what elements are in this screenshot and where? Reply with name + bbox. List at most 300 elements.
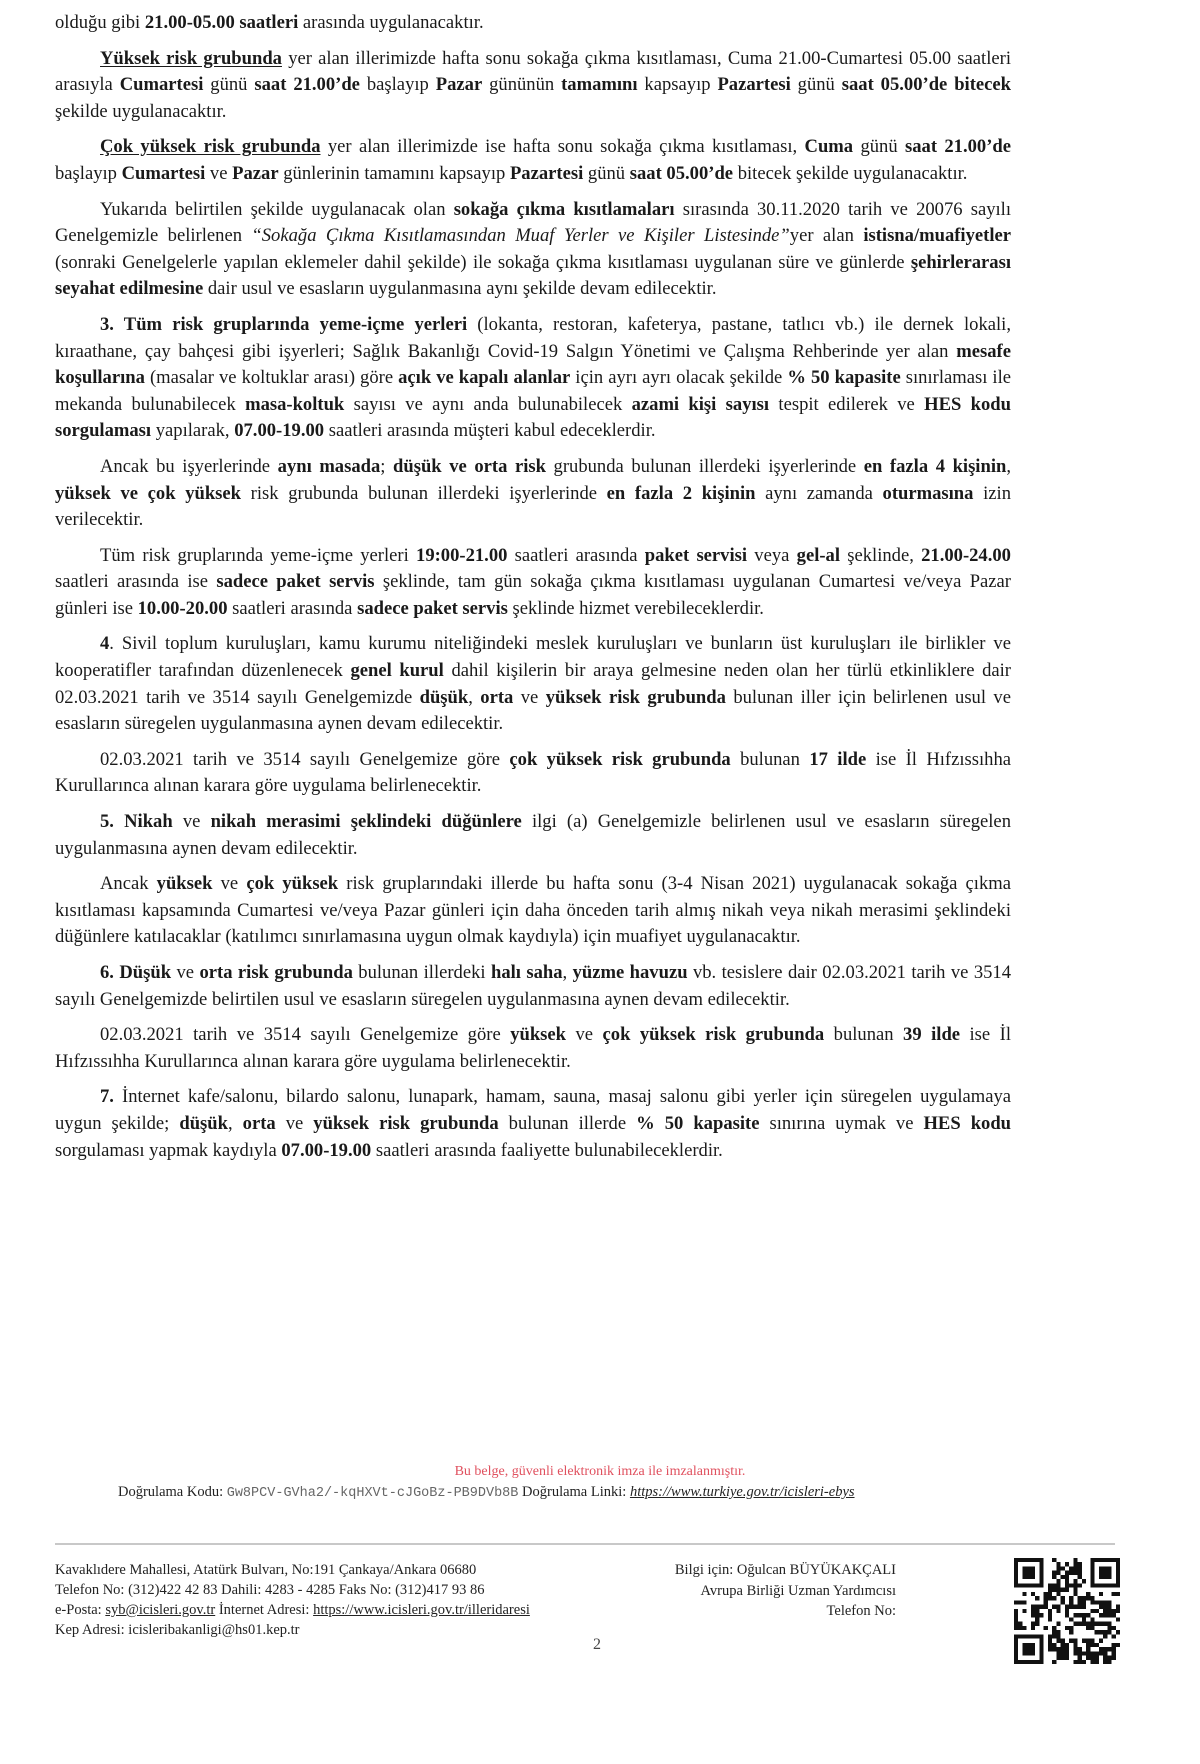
qr-module — [1069, 1630, 1073, 1634]
qr-module — [1095, 1656, 1099, 1660]
paragraph — [55, 454, 1011, 534]
qr-module — [1107, 1660, 1111, 1664]
text-run: (sonraki Genelgelerle yapılan eklemeler dahil şekilde) ile sokağa çıkma kısıtlaması uygulanan süre ve günlerde — [55, 251, 911, 273]
text-run: şeklinde, — [840, 544, 922, 566]
qr-module — [1086, 1643, 1090, 1647]
text-run: Ancak bu işyerlerinde — [100, 455, 278, 477]
footer-contact-line — [55, 1600, 530, 1620]
verification-link[interactable]: https://www.turkiye.gov.tr/icisleri-ebys — [629, 1484, 855, 1500]
text-run: (masalar ve koltuklar arası) göre — [144, 367, 399, 389]
bold-text: sadece paket servis — [357, 597, 508, 619]
text-run: başlayıp — [359, 74, 436, 96]
qr-module — [1107, 1613, 1111, 1617]
qr-module — [1090, 1622, 1094, 1626]
bold-text: Yüksek risk grubunda — [100, 47, 282, 69]
qr-module — [1103, 1656, 1107, 1660]
qr-module — [1031, 1626, 1035, 1630]
bold-text: azami kişi sayısı — [631, 393, 770, 415]
qr-module — [1086, 1622, 1090, 1626]
qr-module — [1082, 1651, 1086, 1655]
bold-text: yüzme havuzu — [572, 962, 688, 983]
paragraph — [55, 631, 1011, 737]
footer-address-block — [55, 1560, 530, 1640]
qr-module — [1061, 1566, 1065, 1570]
qr-module — [1090, 1626, 1094, 1630]
bold-text: yüksek — [510, 1024, 567, 1046]
text-run: , — [227, 1112, 243, 1134]
bold-text: 10.00-20.00 — [137, 597, 228, 619]
qr-module — [1073, 1566, 1077, 1570]
qr-module — [1107, 1622, 1111, 1626]
qr-module — [1095, 1651, 1099, 1655]
text-run: ise İl Hıfzıssıhha Kurullarınca alınan karara göre uygulama belirlenecektir. — [55, 1024, 1012, 1072]
text-run: sırasında 30.11.2020 tarih ve 20076 sayılı Genelgemizle belirlenen — [55, 198, 1011, 247]
qr-module — [1099, 1613, 1103, 1617]
qr-module — [1065, 1562, 1069, 1566]
qr-module — [1078, 1660, 1082, 1664]
qr-module — [1082, 1605, 1086, 1609]
bold-text: 21.00-24.00 — [921, 544, 1011, 566]
qr-module — [1044, 1596, 1048, 1600]
qr-module — [1056, 1566, 1060, 1570]
qr-module — [1073, 1588, 1077, 1592]
paragraph — [55, 312, 1011, 445]
bold-text: düşük — [179, 1112, 228, 1134]
bold-text: Pazar — [435, 74, 483, 96]
bold-text: saat 21.00’de — [905, 136, 1011, 158]
qr-module — [1044, 1605, 1048, 1609]
text-run: ve — [205, 162, 233, 184]
bold-text: çok yüksek risk grubunda — [602, 1024, 825, 1046]
bold-text: sadece paket servis — [216, 571, 375, 593]
qr-module — [1107, 1605, 1111, 1609]
qr-module — [1078, 1656, 1082, 1660]
bold-text: düşük ve orta risk — [393, 455, 546, 477]
qr-module — [1031, 1605, 1035, 1609]
qr-module — [1065, 1571, 1069, 1575]
qr-module — [1035, 1617, 1039, 1621]
text-run: veya — [747, 544, 797, 566]
qr-module — [1065, 1613, 1069, 1617]
qr-module — [1061, 1600, 1065, 1604]
qr-module — [1078, 1605, 1082, 1609]
paragraph — [55, 960, 1011, 1013]
text-run: aynı zamanda — [755, 482, 883, 504]
qr-module — [1048, 1634, 1052, 1638]
text-run: saatleri arasında müşteri kabul edeceklerdir. — [324, 420, 656, 442]
qr-module — [1099, 1600, 1103, 1604]
qr-module — [1073, 1639, 1077, 1643]
text-run: , — [562, 962, 573, 983]
qr-module — [1095, 1630, 1099, 1634]
verification-line — [118, 1484, 855, 1501]
qr-module — [1112, 1626, 1116, 1630]
qr-module — [1056, 1579, 1060, 1583]
bold-text: HES kodu sorgulaması — [55, 393, 1011, 442]
qr-module — [1035, 1596, 1039, 1600]
bold-text: Pazartesi — [717, 74, 791, 96]
qr-module — [1069, 1566, 1073, 1570]
web-label: İnternet Adresi: — [218, 1602, 310, 1618]
text-run: bulunan — [730, 748, 810, 770]
qr-module — [1061, 1647, 1065, 1651]
qr-module — [1095, 1622, 1099, 1626]
qr-module — [1044, 1600, 1048, 1604]
qr-module — [1099, 1651, 1103, 1655]
qr-module — [1048, 1588, 1052, 1592]
text-run: saatleri arasında — [507, 544, 645, 566]
qr-module — [1014, 1617, 1018, 1621]
paragraph — [55, 1022, 1011, 1075]
text-run: izin verilecektir. — [55, 482, 1011, 531]
qr-module — [1052, 1626, 1056, 1630]
verification-code: Gw8PCV-GVha2/-kqHXVt-cJGoBz-PB9DVb8B — [226, 1486, 519, 1501]
bold-text: 21.00-05.00 saatleri — [144, 12, 299, 33]
qr-module — [1069, 1583, 1073, 1587]
paragraph — [55, 809, 1011, 862]
qr-module — [1112, 1651, 1116, 1655]
qr-module — [1103, 1605, 1107, 1609]
text-run: günü — [203, 74, 255, 96]
qr-module — [1082, 1596, 1086, 1600]
qr-module — [1056, 1651, 1060, 1655]
qr-module — [1090, 1609, 1094, 1613]
qr-module — [1061, 1596, 1065, 1600]
bold-text: saat 21.00’de — [254, 74, 360, 96]
qr-module — [1082, 1639, 1086, 1643]
bold-text: düşük — [419, 686, 469, 708]
qr-module — [1052, 1647, 1056, 1651]
info-phone: Telefon No: — [826, 1603, 896, 1619]
qr-module — [1014, 1600, 1018, 1604]
qr-module — [1116, 1643, 1120, 1647]
text-run: ve — [566, 1024, 603, 1046]
text-run: risk grubunda bulunan illerdeki işyerlerinde — [241, 482, 607, 504]
qr-module — [1056, 1656, 1060, 1660]
bold-text: halı saha — [490, 962, 563, 983]
text-run: bitecek şekilde uygulanacaktır. — [733, 162, 968, 184]
qr-module — [1044, 1592, 1048, 1596]
qr-code-icon — [1014, 1558, 1120, 1664]
qr-module — [1052, 1596, 1056, 1600]
qr-module — [1018, 1600, 1022, 1604]
bold-text: Cumartesi — [119, 74, 204, 96]
qr-module — [1018, 1622, 1022, 1626]
qr-module — [1065, 1651, 1069, 1655]
qr-module — [1103, 1647, 1107, 1651]
qr-module — [1065, 1643, 1069, 1647]
bold-text: saat 05.00’de bitecek — [841, 74, 1012, 96]
info-contact: Bilgi için: Oğulcan BÜYÜKAKÇALI — [674, 1562, 896, 1578]
qr-module — [1069, 1605, 1073, 1609]
bold-text: 6. Düşük — [100, 962, 172, 983]
qr-module — [1078, 1566, 1082, 1570]
qr-module — [1073, 1558, 1077, 1562]
qr-module — [1112, 1613, 1116, 1617]
text-run: Yukarıda belirtilen şekilde uygulanacak olan — [100, 198, 454, 220]
footer-kep: Kep Adresi: icisleribakanligi@hs01.kep.tr — [55, 1622, 300, 1638]
web-link[interactable]: https://www.icisleri.gov.tr/illeridaresi — [313, 1602, 530, 1618]
qr-module — [1031, 1592, 1035, 1596]
qr-module — [1056, 1609, 1060, 1613]
italic-text: “Sokağa Çıkma Kısıtlamasından Muaf Yerler ve Kişiler Listesinde” — [251, 225, 790, 247]
text-run: ve — [275, 1112, 314, 1134]
bold-text: istisna/muafiyetler — [863, 225, 1012, 247]
bold-text: orta — [242, 1112, 276, 1134]
paragraph — [55, 1084, 1011, 1164]
qr-module — [1014, 1626, 1018, 1630]
bold-text: 39 ilde — [903, 1024, 961, 1046]
bold-text: Pazar — [232, 162, 279, 184]
qr-module — [1103, 1660, 1107, 1664]
qr-module — [1014, 1609, 1018, 1613]
bold-text: 07.00-19.00 — [281, 1139, 372, 1161]
qr-module — [1073, 1592, 1077, 1596]
footer-address: Kavaklıdere Mahallesi, Atatürk Bulvarı, No:191 Çankaya/Ankara 06680 — [55, 1562, 477, 1578]
qr-module — [1095, 1600, 1099, 1604]
qr-module — [1086, 1596, 1090, 1600]
text-run: şeklinde hizmet verebileceklerdir. — [507, 597, 764, 619]
text-run: şekilde uygulanacaktır. — [55, 100, 227, 122]
qr-module — [1048, 1596, 1052, 1600]
text-run: ; — [380, 455, 394, 477]
bold-text: yüksek risk grubunda — [313, 1112, 499, 1134]
text-run: yer alan — [789, 225, 864, 247]
text-run: ve — [513, 686, 546, 708]
qr-module — [1073, 1583, 1077, 1587]
qr-module — [1061, 1588, 1065, 1592]
qr-module — [1073, 1605, 1077, 1609]
text-run: sayısı ve aynı anda bulunabilecek — [344, 393, 632, 415]
text-run: yer alan illerimizde hafta sonu sokağa çıkma kısıtlaması, Cuma 21.00-Cumartesi 05.00 saatleri arasıyla — [55, 47, 1011, 96]
text-run: saatleri arasında — [227, 597, 358, 619]
bold-text: 17 ilde — [809, 748, 867, 770]
qr-module — [1031, 1613, 1035, 1617]
qr-module — [1052, 1630, 1056, 1634]
qr-module — [1078, 1575, 1082, 1579]
qr-module — [1022, 1592, 1026, 1596]
text-run: İnternet kafe/salonu, bilardo salonu, lunapark, hamam, sauna, masaj salonu gibi yerler için süregelen uygulamaya uygun şekilde; — [55, 1086, 1011, 1134]
bold-text: Cuma — [804, 136, 854, 158]
qr-module — [1061, 1575, 1065, 1579]
qr-module — [1056, 1647, 1060, 1651]
qr-module — [1056, 1622, 1060, 1626]
text-run: yapılarak, — [151, 420, 235, 442]
qr-module — [1052, 1575, 1056, 1579]
qr-module — [1048, 1583, 1052, 1587]
e-signature-notice: Bu belge, güvenli elektronik imza ile imzalanmıştır. — [454, 1464, 746, 1479]
text-run: günü — [853, 136, 905, 158]
qr-module — [1048, 1592, 1052, 1596]
qr-module — [1086, 1647, 1090, 1651]
text-run: ve — [171, 962, 200, 983]
qr-module — [1056, 1630, 1060, 1634]
qr-module — [1056, 1639, 1060, 1643]
bold-text: çok yüksek risk grubunda — [509, 748, 731, 770]
qr-module — [1065, 1609, 1069, 1613]
text-run: bulunan illerdeki — [352, 962, 491, 983]
qr-module — [1065, 1575, 1069, 1579]
bold-text: Cumartesi — [121, 162, 206, 184]
qr-module — [1056, 1588, 1060, 1592]
bold-text: 5. Nikah — [100, 811, 173, 833]
qr-module — [1052, 1643, 1056, 1647]
bold-text: 7. — [100, 1086, 114, 1108]
qr-module — [1052, 1583, 1056, 1587]
qr-module — [1073, 1660, 1077, 1664]
bold-text: en fazla 2 kişinin — [606, 482, 756, 504]
qr-module — [1035, 1613, 1039, 1617]
qr-module — [1052, 1558, 1056, 1562]
qr-module — [1052, 1588, 1056, 1592]
text-run: bulunan illerde — [498, 1112, 637, 1134]
footer-phone: Telefon No: (312)422 42 83 Dahili: 4283 - 4285 Faks No: (312)417 93 86 — [55, 1582, 485, 1598]
bold-text: paket servisi — [644, 544, 748, 566]
qr-module — [1039, 1605, 1043, 1609]
text-run: bulunan iller için belirlenen usul ve esasların süregelen uygulanmasına aynen devam edilecektir. — [55, 686, 1011, 735]
qr-module — [1039, 1613, 1043, 1617]
qr-module — [1048, 1647, 1052, 1651]
qr-module — [1069, 1639, 1073, 1643]
qr-module — [1082, 1579, 1086, 1583]
qr-module — [1112, 1656, 1116, 1660]
qr-module — [1073, 1562, 1077, 1566]
qr-module — [1090, 1643, 1094, 1647]
qr-module — [1078, 1613, 1082, 1617]
text-run: Tüm risk gruplarında yeme-içme yerleri — [100, 544, 417, 566]
qr-module — [1035, 1622, 1039, 1626]
text-run: dair usul ve esasların uygulanmasına aynı şekilde devam edilecektir. — [203, 278, 717, 300]
qr-module — [1086, 1656, 1090, 1660]
bold-text: şehirlerarası seyahat edilmesine — [55, 251, 1011, 300]
qr-module — [1069, 1600, 1073, 1604]
text-run: sınırına uymak ve — [759, 1112, 924, 1134]
qr-module — [1065, 1656, 1069, 1660]
qr-module — [1065, 1583, 1069, 1587]
paragraph — [55, 871, 1011, 951]
qr-module — [1090, 1639, 1094, 1643]
qr-module — [1056, 1571, 1060, 1575]
text-run: günü — [790, 74, 842, 96]
qr-finder — [1022, 1643, 1035, 1656]
qr-module — [1056, 1583, 1060, 1587]
bold-text: aynı masada — [277, 455, 381, 477]
qr-module — [1116, 1605, 1120, 1609]
text-run: saatleri arasında faaliyette bulunabileceklerdir. — [371, 1139, 723, 1161]
bold-text: orta — [480, 686, 514, 708]
qr-module — [1082, 1622, 1086, 1626]
text-run: başlayıp — [55, 162, 122, 184]
qr-module — [1090, 1596, 1094, 1600]
qr-module — [1014, 1622, 1018, 1626]
qr-module — [1044, 1626, 1048, 1630]
bold-text: nikah merasimi şeklindeki düğünlere — [210, 811, 522, 833]
text-run: tespit edilerek ve — [769, 393, 925, 415]
bold-text: yüksek ve çok yüksek — [55, 482, 242, 504]
qr-module — [1078, 1600, 1082, 1604]
text-run: günlerinin tamamını kapsayıp — [278, 162, 510, 184]
qr-module — [1090, 1656, 1094, 1660]
bold-text: saat 05.00’de — [629, 162, 734, 184]
qr-module — [1056, 1592, 1060, 1596]
qr-module — [1078, 1596, 1082, 1600]
qr-module — [1048, 1613, 1052, 1617]
qr-module — [1103, 1651, 1107, 1655]
qr-module — [1090, 1660, 1094, 1664]
text-run: Ancak — [100, 873, 157, 895]
text-run: ve — [172, 811, 211, 833]
qr-module — [1103, 1609, 1107, 1613]
qr-module — [1052, 1634, 1056, 1638]
qr-module — [1069, 1626, 1073, 1630]
bold-text: genel kurul — [350, 660, 444, 682]
qr-module — [1065, 1647, 1069, 1651]
qr-module — [1048, 1643, 1052, 1647]
qr-module — [1052, 1660, 1056, 1664]
text-run: dahil kişilerin bir araya gelmesine neden olan her türlü etkinliklere dair 02.03.2021 tarih ve 3514 sayılı Genelgemizde — [55, 660, 1011, 708]
qr-module — [1056, 1562, 1060, 1566]
qr-module — [1099, 1592, 1103, 1596]
qr-module — [1103, 1600, 1107, 1604]
qr-module — [1078, 1583, 1082, 1587]
qr-module — [1090, 1617, 1094, 1621]
text-run: için ayrı ayrı olacak şekilde — [570, 367, 788, 389]
qr-module — [1052, 1605, 1056, 1609]
qr-module — [1073, 1647, 1077, 1651]
paragraph — [55, 46, 1011, 126]
qr-module — [1048, 1609, 1052, 1613]
qr-module — [1103, 1622, 1107, 1626]
bold-text: yüksek risk grubunda — [545, 686, 726, 708]
qr-module — [1086, 1626, 1090, 1630]
bold-text: tamamını — [561, 74, 638, 96]
bold-text: gel-al — [796, 544, 841, 566]
text-run: (lokanta, restoran, kafeterya, pastane, tatlıcı vb.) ile dernek lokali, kıraathane, çay bahçesi gibi işyerleri; Sağlık Bakanlığı Covid-19 Salgın Yönetimi ve Çalışma Rehberinde yer alan — [55, 313, 1011, 362]
email-label: e-Posta: — [55, 1602, 102, 1618]
bold-text: sokağa çıkma kısıtlamaları — [453, 198, 675, 220]
text-run: bulunan — [824, 1024, 904, 1046]
bold-text: 07.00-19.00 — [234, 420, 325, 442]
qr-module — [1073, 1622, 1077, 1626]
text-run: arasında uygulanacaktır. — [298, 12, 484, 33]
qr-module — [1112, 1592, 1116, 1596]
email-link[interactable]: syb@icisleri.gov.tr — [105, 1602, 216, 1618]
qr-module — [1078, 1571, 1082, 1575]
qr-module — [1107, 1647, 1111, 1651]
paragraph — [55, 134, 1011, 187]
bold-text: % 50 kapasite — [636, 1112, 760, 1134]
qr-module — [1099, 1605, 1103, 1609]
qr-module — [1014, 1613, 1018, 1617]
qr-module — [1099, 1630, 1103, 1634]
qr-module — [1065, 1588, 1069, 1592]
qr-module — [1056, 1634, 1060, 1638]
qr-module — [1099, 1622, 1103, 1626]
text-run: risk gruplarındaki illerde bu hafta sonu (3-4 Nisan 2021) uygulanacak sokağa çıkma kısıtlaması kapsamında Cumartesi ve/veya Pazar günleri için daha önceden tarih almış nikah veya nikah merasimi şeklindeki düğünlere katılacaklar (katılımcı sınırlamasına uygun olmak kaydıyla) için muafiyet uygulanacaktır. — [55, 873, 1011, 948]
text-run: ilgi (a) Genelgemizle belirlenen usul ve esasların süregelen uygulanmasına aynen devam edilecektir. — [55, 811, 1011, 859]
qr-module — [1061, 1639, 1065, 1643]
qr-module — [1103, 1634, 1107, 1638]
qr-module — [1086, 1639, 1090, 1643]
qr-module — [1069, 1596, 1073, 1600]
qr-module — [1095, 1660, 1099, 1664]
qr-module — [1073, 1571, 1077, 1575]
qr-module — [1073, 1613, 1077, 1617]
text-run: ise İl Hıfzıssıhha Kurullarınca alınan karara göre uygulama belirlenecektir. — [55, 748, 1012, 797]
qr-finder — [1022, 1566, 1035, 1579]
qr-module — [1095, 1643, 1099, 1647]
qr-module — [1018, 1626, 1022, 1630]
